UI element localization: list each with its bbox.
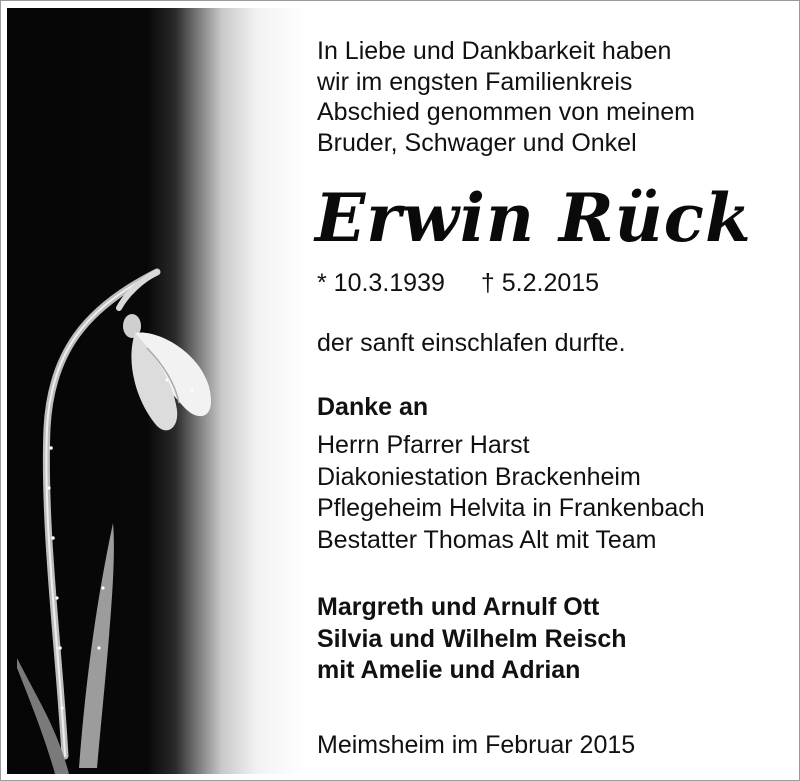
- snowdrop-photo: [7, 8, 307, 774]
- thanks-item: Bestatter Thomas Alt mit Team: [317, 525, 657, 554]
- place-date: Meimsheim im Februar 2015: [317, 731, 636, 759]
- thanks-item: Pflegeheim Helvita in Frankenbach: [317, 494, 705, 522]
- life-dates: [317, 269, 599, 298]
- family-line: Margreth und Arnulf Ott: [317, 593, 600, 621]
- birth-date: * 10.3.1939: [317, 269, 445, 297]
- thanks-list: [317, 430, 705, 556]
- thanks-item: Herrn Pfarrer Harst: [317, 431, 530, 459]
- intro-line: Abschied genommen von meinem: [317, 98, 695, 126]
- intro-line: In Liebe und Dankbarkeit haben: [317, 37, 672, 65]
- family-line: Silvia und Wilhelm Reisch: [317, 624, 627, 653]
- deceased-name: Erwin Rück: [315, 179, 752, 257]
- intro-line: Bruder, Schwager und Onkel: [317, 128, 637, 157]
- family-line: mit Amelie und Adrian: [317, 656, 581, 684]
- death-date: † 5.2.2015: [480, 269, 600, 297]
- closing-line: der sanft einschlafen durfte.: [317, 329, 626, 357]
- family-signature: [317, 592, 627, 687]
- intro-line: wir im engsten Familienkreis: [317, 67, 633, 96]
- snowdrop-flower-icon: [7, 8, 307, 774]
- thanks-item: Diakoniestation Brackenheim: [317, 462, 641, 491]
- thanks-heading: Danke an: [317, 393, 429, 421]
- intro-text: [317, 36, 695, 158]
